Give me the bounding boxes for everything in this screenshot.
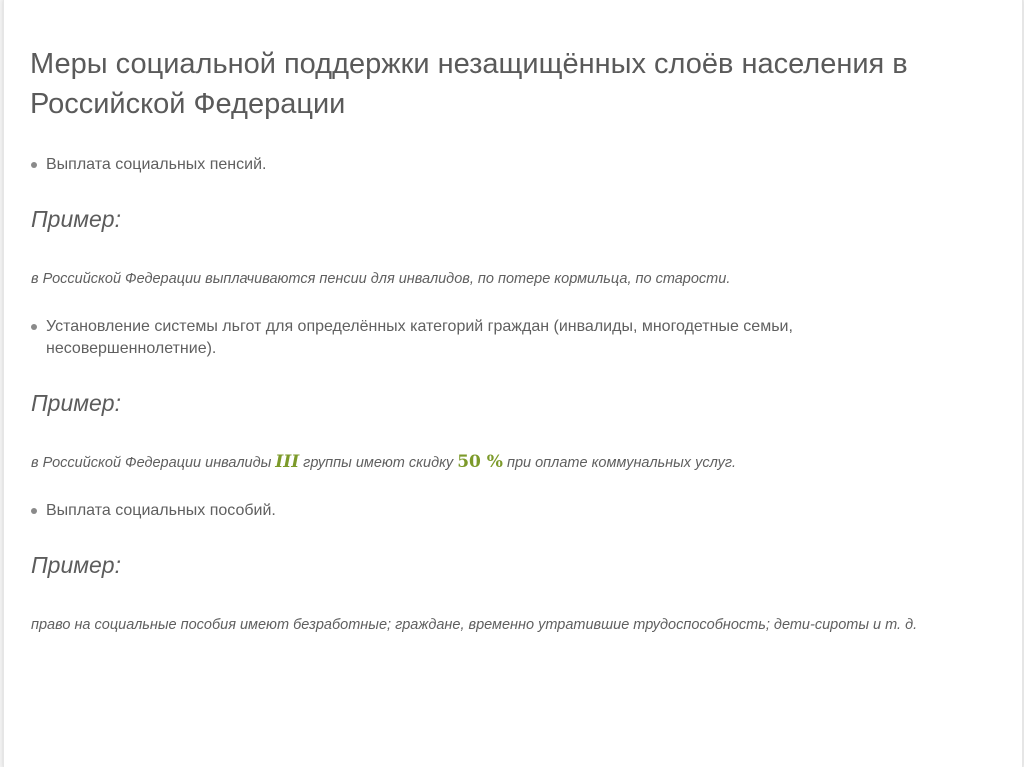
bullet-item-pensions <box>30 154 946 176</box>
example-heading: Пример: <box>31 206 121 232</box>
example-heading: Пример: <box>31 552 121 578</box>
bullet-dot-icon <box>31 508 37 514</box>
slide-title: Меры социальной поддержки незащищённых слоёв населения в Российской Федерации <box>30 48 908 120</box>
slide <box>3 0 1023 767</box>
disability-group-number: III <box>275 452 300 472</box>
example-text-part: в Российской Федерации инвалиды <box>31 455 276 471</box>
bullet-text: Выплата социальных пенсий. <box>46 156 267 173</box>
bullet-text: Установление системы льгот для определённых категорий граждан (инвалиды, многодетные семьи, несовершеннолетние). <box>46 318 793 357</box>
bullet-dot-icon <box>31 162 37 168</box>
example-text <box>31 451 961 474</box>
example-text-part: группы имеют скидку <box>299 455 458 471</box>
example-text: в Российской Федерации выплачиваются пенсии для инвалидов, по потере кормильца, по старости. <box>31 271 731 287</box>
example-text-part: при оплате коммунальных услуг. <box>502 455 737 471</box>
bullet-dot-icon <box>31 324 37 330</box>
example-text: право на социальные пособия имеют безработные; граждане, временно утратившие трудоспособность; дети-сироты и т. д. <box>31 617 918 633</box>
example-heading: Пример: <box>31 390 121 416</box>
discount-percent: 50 % <box>457 452 503 472</box>
bullet-item-benefits-system <box>30 316 946 360</box>
bullet-text: Выплата социальных пособий. <box>46 502 276 519</box>
bullet-item-allowances <box>30 500 946 522</box>
